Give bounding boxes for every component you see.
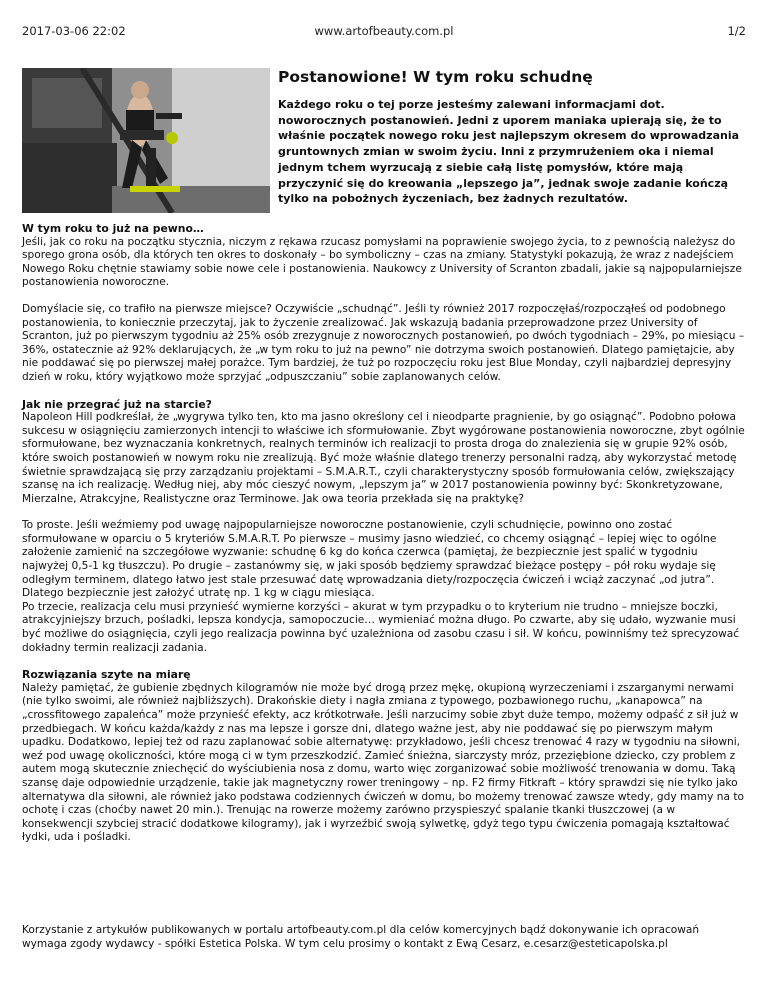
section-heading: Rozwiązania szyte na miarę (22, 668, 191, 682)
paragraph: To proste. Jeśli weźmiemy pod uwagę najpopularniejsze noworoczne postanowienie, czyli schudnięcie, powinno ono zostać sformułowane w oparciu o 5 kryteriów S.M.A.R.T. Po pierwsze – musimy jasno wiedzieć, co chcemy osiągnąć – lepiej więc to ogólne założenie zamienić na szczegółowe wyzwanie: schudnę 6 kg do końca czerwca (pamiętaj, że bezpiecznie jest spalić w tygodniu najwyżej 0,5-1 kg tłuszczu). Po drugie – zastanówmy się, w jaki sposób będziemy sprawdzać bieżące postępy – pół roku wydaje się odległym terminem, dlatego łatwo jest stale przesuwać datę wprowadzania diety/rozpoczęcia ćwiczeń i wciąż zaczynać „od jutra”. Dlatego bezpiecznie jest założyć utratę np. 1 kg w ciągu miesiąca. (22, 519, 717, 600)
article-lead: Każdego roku o tej porze jesteśmy zalewani informacjami dot. noworocznych postanowień. Jedni z uporem maniaka upierają się, że to właśnie początek nowego roku jest najlepszym okresem do wprowadzania gruntownych zmian w swoim życiu. Inni z przymrużeniem oka i niemal jednym tchem wyrzucają z siebie całą listę pomysłów, które mają przyczynić się do kreowania „lepszego ja”, jednak swoje zadanie kończą tylko na pobożnych życzeniach, bez żadnych rezultatów. (278, 98, 740, 206)
copyright-notice: Korzystanie z artykułów publikowanych w portalu artofbeauty.com.pl dla celów komercyjnych bądź dokonywanie ich opracowań wymaga zgody wydawcy - spółki Estetica Polska. W tym celu prosimy o kontakt z Ewą Cesarz, e.cesarz@esteticapolska.pl (22, 924, 700, 950)
paragraph: Domyślacie się, co trafiło na pierwsze miejsce? Oczywiście „schudnąć”. Jeśli ty również 2017 rozpoczęłaś/rozpocząłeś od podobnego postanowienia, to koniecznie przeczytaj, jak to życzenie zrealizować. Jak wskazują badania przeprowadzone przez University of Scranton, już po pierwszym tygodniu aż 25% osób zrezygnuje z noworocznych postanowień, po dwóch tygodniach – 29%, po miesiącu – 36%, ostatecznie aż 92% deklarujących, że „w tym roku to już na pewno” nie dotrzyma swoich postanowień. Dlatego pamiętajcie, aby nie poddawać się po pierwszej małej porażce. Tym bardziej, że tuż po rozpoczęciu roku jest Blue Monday, czyli najbardziej depresyjny dzień w roku, który wyjątkowo może sprzyjać „odpuszczaniu” sobie zaplanowanych celów. (22, 302, 745, 383)
paragraph: Jeśli, jak co roku na początku stycznia, niczym z rękawa rzucasz pomysłami na poprawienie swojego życia, to z pewnością należysz do sporego grona osób, dla których ten okres to doskonały – bo symboliczny – czas na zmiany. Statystyki pokazują, że wraz z nadejściem Nowego Roku chętnie stawiamy sobie nowe cele i postanowienia. Naukowcy z University of Scranton zbadali, jakie są najpopularniejsze postanowienia noworoczne. (22, 235, 742, 289)
source-url[interactable]: www.artofbeauty.com.pl (314, 24, 454, 38)
paragraph: Należy pamiętać, że gubienie zbędnych kilogramów nie może być drogą przez mękę, okupioną wyrzeczeniami i zszarganymi nerwami (nie tylko swoimi, ale również najbliższych). Drakońskie diety i nagła zmiana z typowego, pozbawionego ruchu, „kanapowca” na „crossfitowego zapaleńca” może przynieść efekty, acz krótkotrwałe. Jeśli narzucimy sobie zbyt duże tempo, możemy odpaść z sił już w przedbiegach. W końcu każda/każdy z nas ma lepsze i gorsze dni, dlatego ważne jest, aby nie poddawać się po pierwszym małym upadku. Dodatkowo, lepiej też od razu zaplanować sobie alternatywę: przykładowo, jeśli chcesz trenować 4 razy w tygodniu na siłowni, weź pod uwagę okoliczności, które mogą ci w tym przeszkodzić. Zamieć śnieżna, siarczysty mróz, przeziębione dziecko, czy problem z autem mogą skutecznie zniechęcić do wyściubienia nosa z domu, warto więc zorganizować sobie możliwość trenowania w domu. Taką szansę daje odpowiednie urządzenie, takie jak magnetyczny rower treningowy – np. F2 firmy Fitkraft – który sprawdzi się nie tylko jako alternatywa dla siłowni, ale również jako podstawa codziennych ćwiczeń w domu, bo możemy trenować zawsze wtedy, gdy mamy na to ochotę i czas (choćby nawet 20 min.). Trenując na rowerze możemy zarówno przyspieszyć spalanie tkanki tłuszczowej (a w konsekwencji szybciej stracić dodatkowe kilogramy), jak i wyrzeźbić swoją sylwetkę, gdyż tego typu ćwiczenia pomagają kształtować łydki, uda i pośladki. (22, 681, 744, 844)
page-number: 1/2 (727, 24, 746, 38)
article-title: Postanowione! W tym roku schudnę (278, 68, 593, 86)
article-body (22, 222, 746, 845)
paragraph: Po trzecie, realizacja celu musi przynieść wymierne korzyści – akurat w tym przypadku o to kryterium nie trudno – mniejsze boczki, atrakcyjniejszy brzuch, pośladki, lepsza kondycja, samopoczucie… wymieniać można długo. Po czwarte, aby się udało, wyzwanie musi być możliwe do osiągnięcia, czyli jego realizacja powinna być uzależniona od zasobu czasu i sił. W końcu, powinniśmy też sprecyzować dokładny termin realizacji zadania. (22, 600, 740, 654)
article-photo (22, 68, 270, 213)
print-datetime: 2017-03-06 22:02 (22, 24, 126, 38)
section-heading: Jak nie przegrać już na starcie? (22, 397, 212, 411)
section-heading: W tym roku to już na pewno… (22, 222, 204, 235)
page-header (22, 24, 746, 42)
paragraph: Napoleon Hill podkreślał, że „wygrywa tylko ten, kto ma jasno określony cel i nieodparte pragnienie, by go osiągnąć”. Podobno połowa sukcesu w osiągnięciu zamierzonych intencji to właściwe ich sformułowanie. Zbyt wygórowane postanowienia noworoczne, zbyt ogólnie sformułowane, bez wyznaczania konkretnych, realnych terminów ich realizacji to prosta droga do znalezienia się w grupie 92% osób, które swoich postanowień w nowym roku nie zrealizują. Być może właśnie dlatego trenerzy personalni radzą, aby wykorzystać metodę świetnie sprawdzającą się przy zarządzaniu projektami – S.M.A.R.T., czyli charakterystyczny sposób formułowania celów, zwiększający szansę na ich realizację. Według niej, aby móc cieszyć nowym, „lepszym ja” w 2017 postanowienia powinny być: Skonkretyzowane, Mierzalne, Atrakcyjne, Realistyczne oraz Terminowe. Jak owa teoria przekłada się na praktykę? (22, 411, 745, 505)
